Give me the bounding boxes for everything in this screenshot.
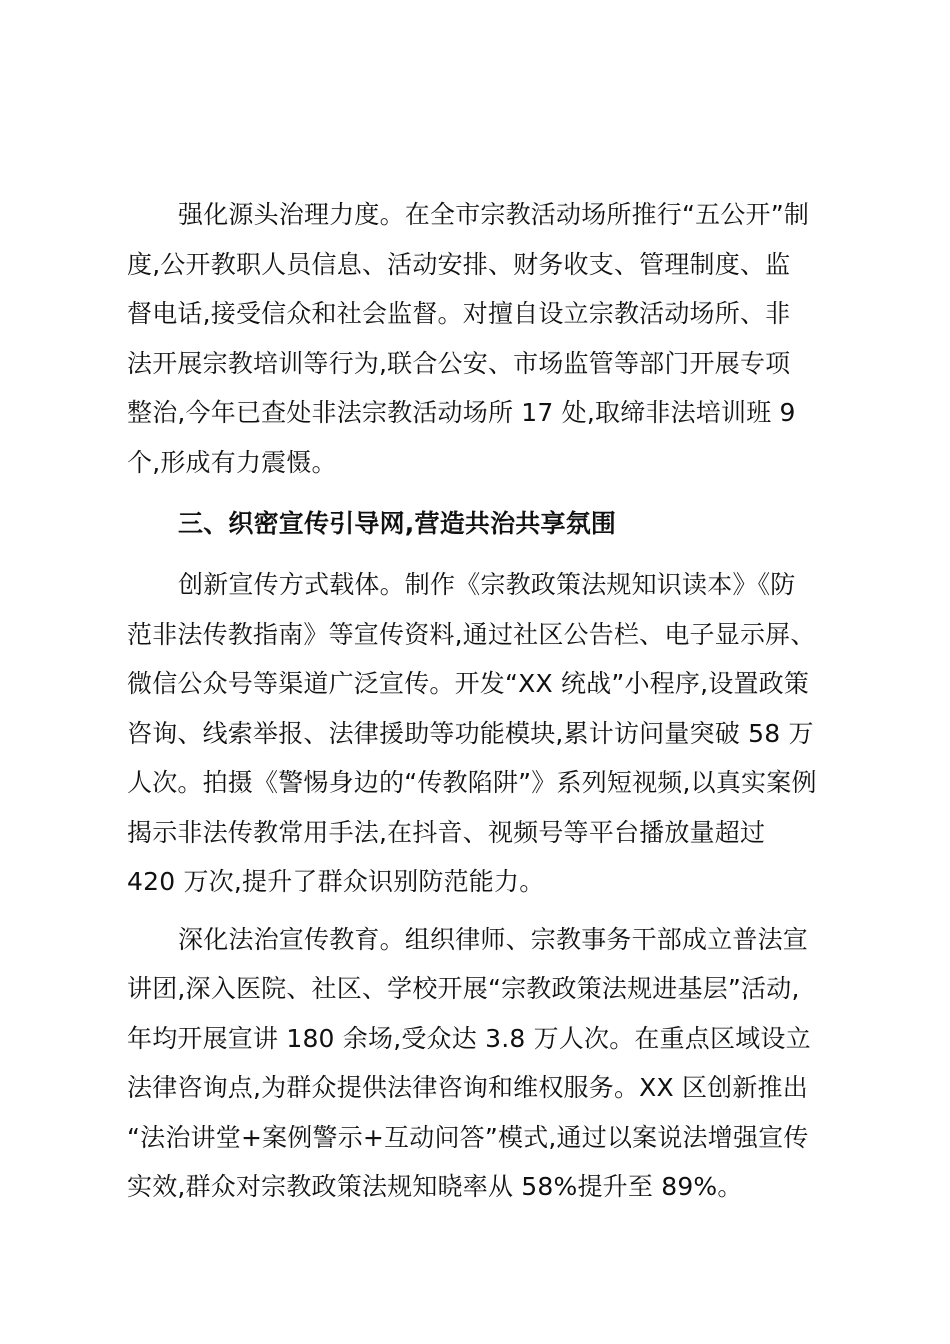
paragraph-publicity-innovation — [127, 560, 817, 907]
text-line: 度,公开教职人员信息、活动安排、财务收支、管理制度、监 — [127, 249, 791, 279]
paragraph-legal-education — [127, 915, 817, 1212]
text-line: 整治,今年已查处非法宗教活动场所 17 处,取缔非法培训班 9 — [127, 398, 796, 427]
paragraph-source-governance — [127, 190, 817, 487]
text-line: 揭示非法传教常用手法,在抖音、视频号等平台播放量超过 — [127, 817, 766, 847]
section-heading-text: 三、织密宣传引导网,营造共治共享氛围 — [178, 509, 617, 538]
text-line: “法治讲堂+案例警示+互动问答”模式,通过以案说法增强宣传 — [127, 1122, 809, 1152]
text-line: 法开展宗教培训等行为,联合公安、市场监管等部门开展专项 — [127, 348, 791, 378]
section-heading — [127, 495, 817, 552]
text-line: 督电话,接受信众和社会监督。对擅自设立宗教活动场所、非 — [127, 299, 791, 328]
spacer — [127, 907, 817, 915]
text-line: 人次。拍摄《警惕身边的“传教陷阱”》系列短视频,以真实案例 — [127, 768, 817, 797]
spacer — [127, 552, 817, 560]
text-line: 咨询、线索举报、法律援助等功能模块,累计访问量突破 58 万 — [127, 718, 814, 748]
text-line: 法律咨询点,为群众提供法律咨询和维权服务。XX 区创新推出 — [127, 1073, 808, 1102]
text-line: 年均开展宣讲 180 余场,受众达 3.8 万人次。在重点区域设立 — [127, 1023, 811, 1053]
text-line: 强化源头治理力度。在全市宗教活动场所推行“五公开”制 — [178, 200, 810, 229]
text-line: 微信公众号等渠道广泛宣传。开发“XX 统战”小程序,设置政策 — [127, 669, 810, 698]
text-line: 420 万次,提升了群众识别防范能力。 — [127, 867, 545, 896]
text-line: 范非法传教指南》等宣传资料,通过社区公告栏、电子显示屏、 — [127, 619, 816, 649]
text-line: 个,形成有力震慑。 — [127, 447, 337, 477]
text-line: 讲团,深入医院、社区、学校开展“宗教政策法规进基层”活动, — [127, 974, 800, 1003]
text-line: 实效,群众对宗教政策法规知晓率从 58%提升至 89%。 — [127, 1172, 743, 1201]
document-page — [127, 190, 817, 1212]
spacer — [127, 487, 817, 495]
text-line: 深化法治宣传教育。组织律师、宗教事务干部成立普法宣 — [178, 924, 809, 954]
text-line: 创新宣传方式载体。制作《宗教政策法规知识读本》《防 — [178, 570, 796, 599]
